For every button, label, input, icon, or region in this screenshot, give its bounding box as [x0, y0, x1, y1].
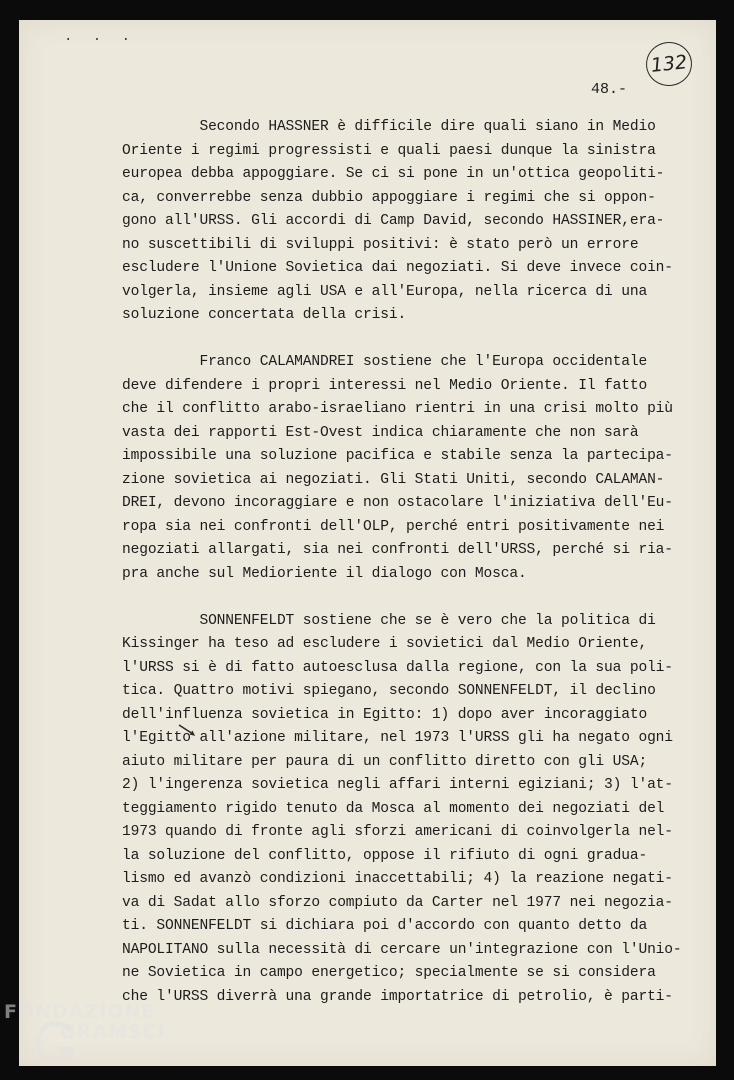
paragraph-gap [122, 586, 682, 610]
watermark-line2: GRAMSCI [60, 1021, 166, 1043]
watermark-line1: FONDAZIONE [4, 1001, 156, 1023]
text-line: l'URSS si è di fatto autoesclusa dalla regione, con la sua poli- [122, 659, 673, 676]
text-line: lismo ed avanzò condizioni inaccettabili; 4) la reazione negati- [122, 871, 673, 887]
text-line: ca, converrebbe senza dubbio appoggiare i regimi che si oppon- [122, 189, 656, 206]
text-line: teggiamento rigido tenuto da Mosca al momento dei negoziati del [122, 800, 665, 817]
text-line: DREI, devono incoraggiare e non ostacolare l'iniziativa dell'Eu- [122, 495, 673, 511]
text-line: NAPOLITANO sulla necessità di cercare un'integrazione con l'Unio- [122, 941, 682, 958]
archive-watermark [0, 995, 200, 1080]
text-line: aiuto militare per paura di un conflitto diretto con gli USA; [122, 753, 648, 770]
text-line: ti. SONNENFELDT si dichiara poi d'accordo con quanto detto da [122, 918, 648, 934]
text-line: gono all'URSS. Gli accordi di Camp David, secondo HASSINER,era- [122, 213, 665, 229]
typed-text-body [122, 116, 682, 1009]
text-line: europea debba appoggiare. Se ci si pone in un'ottica geopoliti- [122, 166, 665, 182]
text-line: ropa sia nei confronti dell'OLP, perché entri positivamente nei [122, 518, 665, 535]
text-line: pra anche sul Medioriente il dialogo con Mosca. [122, 565, 527, 582]
text-line: dell'influenza sovietica in Egitto: 1) dopo aver incoraggiato [122, 706, 648, 723]
text-line: vasta dei rapporti Est-Ovest indica chiaramente che non sarà [122, 424, 639, 441]
text-line: 2) l'ingerenza sovietica negli affari interni egiziani; 3) l'at- [122, 777, 673, 793]
text-line: deve difendere i propri interessi nel Medio Oriente. Il fatto [122, 377, 648, 394]
folio-stamp: 132 [644, 40, 694, 89]
punch-dots: · · · [64, 32, 137, 48]
text-line: la soluzione del conflitto, oppose il rifiuto di ogni gradua- [122, 847, 648, 864]
text-line: Oriente i regimi progressisti e quali paesi dunque la sinistra [122, 142, 656, 159]
text-line: 1973 quando di fronte agli sforzi americani di coinvolgerla nel- [122, 824, 673, 840]
text-line: SONNENFELDT sostiene che se è vero che la politica di [122, 612, 656, 629]
text-line: no suscettibili di sviluppi positivi: è stato però un errore [122, 236, 639, 253]
text-line: impossibile una soluzione pacifica e stabile senza la partecipa- [122, 448, 673, 464]
document-page [19, 20, 716, 1066]
text-line: tica. Quattro motivi spiegano, secondo SONNENFELDT, il declino [122, 683, 656, 699]
pencil-mark [177, 723, 197, 737]
text-line: che il conflitto arabo-israeliano rientri in una crisi molto più [122, 401, 673, 417]
text-line: che l'URSS diverrà una grande importatrice di petrolio, è parti- [122, 988, 673, 1005]
text-line: escludere l'Unione Sovietica dai negoziati. Si deve invece coin- [122, 260, 673, 276]
page-number: 48.- [591, 81, 628, 98]
text-line: ne Sovietica in campo energetico; specialmente se si considera [122, 965, 656, 981]
watermark-sub: onlus [150, 1047, 177, 1058]
text-line: Franco CALAMANDREI sostiene che l'Europa occidentale [122, 354, 648, 370]
text-line: l'Egitto all'azione militare, nel 1973 l'URSS gli ha negato ogni [122, 730, 673, 746]
text-line: soluzione concertata della crisi. [122, 307, 407, 323]
text-line: va di Sadat allo sforzo compiuto da Carter nel 1977 nei negozia- [122, 894, 673, 911]
text-line: Kissinger ha teso ad escludere i sovietici dal Medio Oriente, [122, 636, 648, 652]
paragraph-gap [122, 328, 682, 352]
text-line: volgerla, insieme agli USA e all'Europa, nella ricerca di una [122, 283, 648, 300]
text-line: Secondo HASSNER è difficile dire quali siano in Medio [122, 119, 656, 135]
text-line: zione sovietica ai negoziati. Gli Stati Uniti, secondo CALAMAN- [122, 471, 665, 488]
text-line: negoziati allargati, sia nei confronti dell'URSS, perché si ria- [122, 542, 673, 558]
